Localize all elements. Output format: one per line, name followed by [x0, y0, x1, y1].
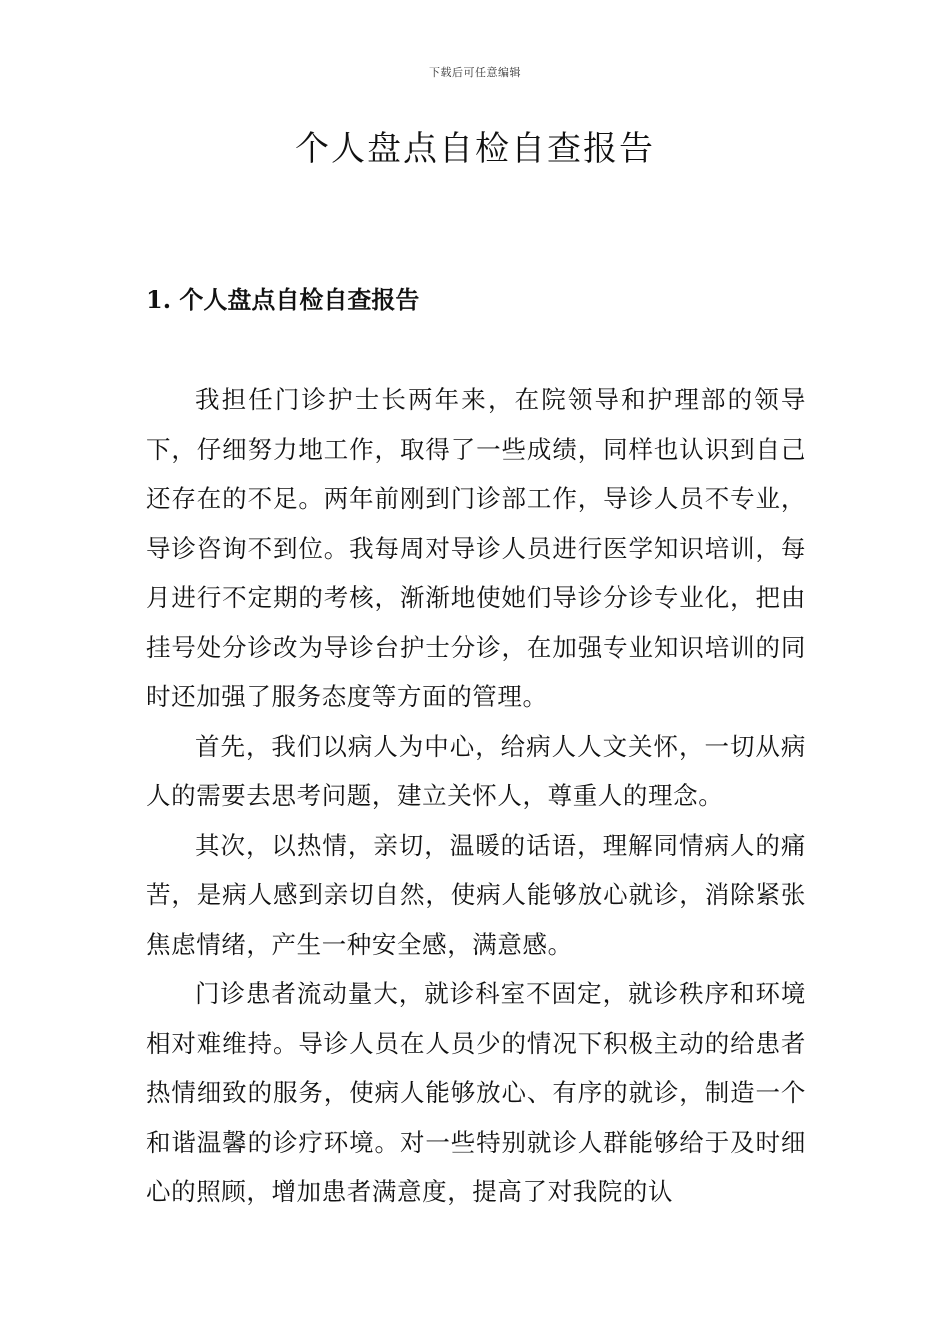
- header-note: 下载后可任意编辑: [429, 66, 521, 79]
- paragraph: 我担任门诊护士长两年来，在院领导和护理部的领导下，仔细努力地工作，取得了一些成绩，同样也认识到自己还存在的不足。两年前刚到门诊部工作，导诊人员不专业，导诊咨询不到位。我每周对导诊人员进行医学知识培训，每月进行不定期的考核，渐渐地使她们导诊分诊专业化，把由挂号处分诊改为导诊台护士分诊，在加强专业知识培训的同时还加强了服务态度等方面的管理。: [146, 385, 806, 711]
- body-text: [146, 375, 806, 1217]
- paragraph: 门诊患者流动量大，就诊科室不固定，就诊秩序和环境相对难维持。导诊人员在人员少的情况下积极主动的给患者热情细致的服务，使病人能够放心、有序的就诊，制造一个和谐温馨的诊疗环境。对一些特别就诊人群能够给于及时细心的照顾，增加患者满意度，提高了对我院的认: [146, 979, 806, 1206]
- paragraph: 首先，我们以病人为中心，给病人人文关怀，一切从病人的需要去思考问题，建立关怀人，尊重人的理念。: [146, 731, 806, 810]
- paragraph: 其次，以热情，亲切，温暖的话语，理解同情病人的痛苦，是病人感到亲切自然，使病人能够放心就诊，消除紧张焦虑情绪，产生一种安全感，满意感。: [146, 830, 806, 959]
- section-heading: 1. 个人盘点自检自查报告: [146, 285, 420, 314]
- document-title: 个人盘点自检自查报告: [295, 129, 655, 169]
